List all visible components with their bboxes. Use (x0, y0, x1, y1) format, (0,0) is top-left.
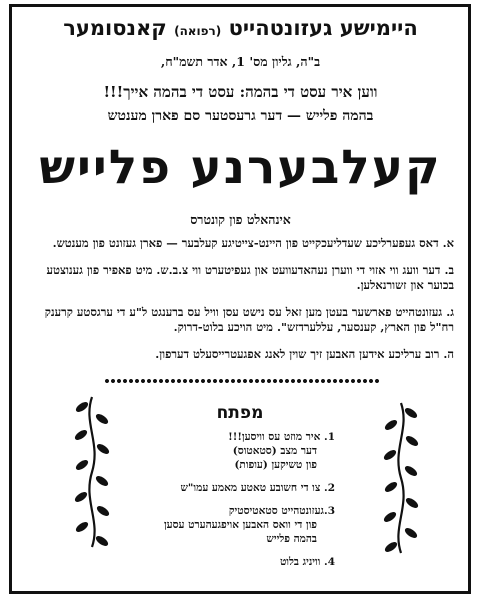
subtitle: בהמה פלייש — דער גרעסטער סם פארן מענטש (107, 108, 374, 124)
index-line: פון די וואס האבען אויפגעהערט עסען (163, 519, 317, 531)
headline: קעלבערנע פלייש (39, 140, 442, 195)
contents-item: ה. רוב ערליכע אידען האבען זיך שוין לאנג אפגעטרייסעלט דערפון. (155, 347, 454, 361)
warning-line: ווען איר עסט די בהמה: עסט די בהמה אייך!!! (103, 83, 378, 101)
index-line: בהמה פלייש (266, 533, 317, 545)
index-list (125, 430, 335, 569)
index-line: 2. צו די חשובע טאטע מאמע עמו"ש (180, 482, 335, 494)
index-spacer (125, 472, 335, 481)
contents-list (22, 236, 454, 374)
index-spacer (125, 546, 335, 555)
index-title: מפתח (216, 403, 264, 423)
index-line: 1. איר מוזט עס וויסען!!! (228, 431, 335, 443)
issue-line: ב"ה, גליון מס' 1, אדר תשמ"ח, (160, 54, 321, 69)
index-line: דער מצב (סטאטוס) (232, 445, 317, 457)
index-line: 3.געזונטהייט סטאטיסטיק (228, 505, 335, 517)
dotted-divider (104, 378, 381, 384)
vine-ornament-left (73, 393, 111, 551)
contents-item: ב. דער וועג ווי אזוי די ווערן נעהאדעוועט און געפיטערט ווי צ.ב.ש. מיט פאפיר פון גענוצטע בכוער און זשורנאלען. (46, 263, 454, 292)
title-paren: (רפואה) (174, 24, 222, 38)
publication-title (12, 16, 469, 40)
index-spacer (125, 495, 335, 504)
index-line: פון טשיקען (עופות) (234, 459, 317, 471)
contents-item: ג. געזונטהייט פארשער בעטן מען זאל עס נישט עסן וויל עס ברענגט ל"ע די ערגסטע קרענק רח"ל פון הארץ, קענסער, עללערדזש". מיט הויכע בלוט-דרוק. (44, 305, 454, 334)
index-line: 4. וויניג בלוט (279, 556, 335, 568)
title-main: היימישע געזונטהייט (228, 16, 418, 40)
contents-item: א. דאס געפערליכע שעדליעכקייט פון היינט-צייטיגע קעלבער — פארן געזונט פון מענטש. (52, 236, 454, 250)
contents-heading: אינהאלט פון קונטרס (190, 212, 291, 227)
title-end: קאנסומער (63, 16, 167, 40)
vine-ornament-right (382, 399, 420, 557)
